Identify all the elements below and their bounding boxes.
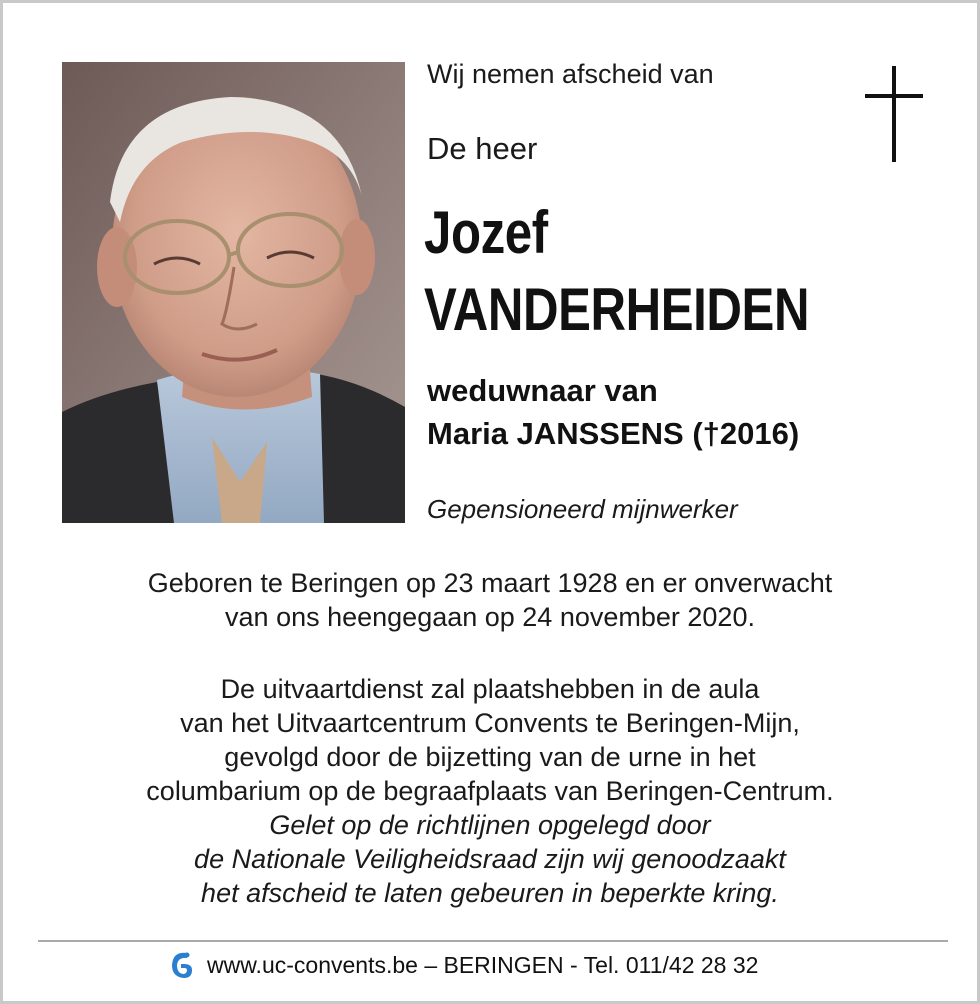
restriction-line: Gelet op de richtlijnen opgelegd door: [269, 810, 711, 840]
birth-paragraph: [3, 566, 977, 634]
title-prefix: De heer: [427, 131, 538, 166]
footer: [167, 949, 758, 981]
birth-line: Geboren te Beringen op 23 maart 1928 en er onverwacht: [147, 568, 833, 598]
portrait-illustration: [62, 62, 405, 523]
birth-line: van ons heengegaan op 24 november 2020.: [225, 602, 755, 632]
footer-divider: [38, 940, 948, 942]
spouse-relation: weduwnaar van: [427, 373, 658, 408]
occupation: Gepensioneerd mijnwerker: [427, 494, 738, 524]
restriction-line: het afscheid te laten gebeuren in beperkte kring.: [201, 878, 779, 908]
service-line: van het Uitvaartcentrum Convents te Beringen-Mijn,: [180, 708, 800, 738]
deceased-last-name: VANDERHEIDEN: [424, 276, 810, 343]
intro-text: Wij nemen afscheid van: [427, 59, 714, 89]
service-paragraph: [3, 672, 977, 910]
service-line: De uitvaartdienst zal plaatshebben in de aula: [220, 674, 760, 704]
service-line: gevolgd door de bijzetting van de urne in het: [224, 742, 756, 772]
service-line: columbarium op de begraafplaats van Beringen-Centrum.: [146, 776, 834, 806]
portrait-photo: [62, 62, 405, 523]
deceased-first-name: Jozef: [424, 199, 548, 266]
uc-convents-logo-icon: [167, 949, 195, 981]
restriction-line: de Nationale Veiligheidsraad zijn wij genoodzaakt: [194, 844, 786, 874]
cross-icon: [865, 66, 927, 162]
spouse-name: Maria JANSSENS (†2016): [427, 416, 800, 451]
footer-contact[interactable]: www.uc-convents.be – BERINGEN - Tel. 011/42 28 32: [207, 952, 759, 978]
